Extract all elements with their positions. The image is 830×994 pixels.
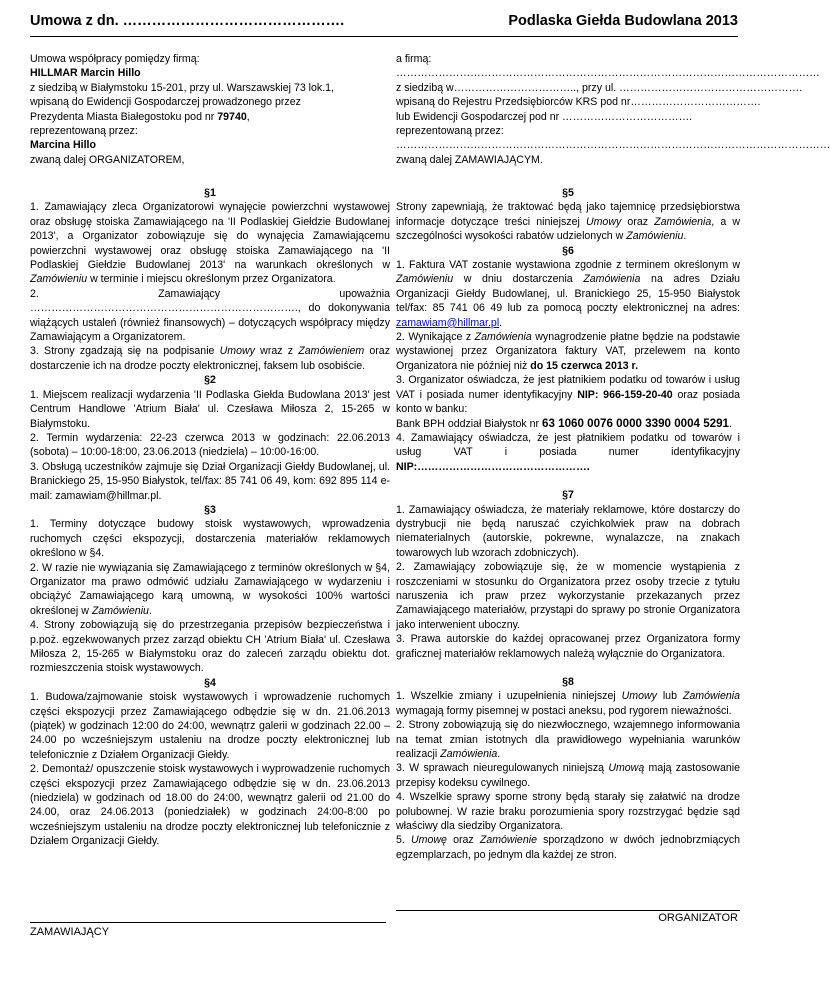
section-8 bbox=[396, 675, 740, 862]
client-person-blank: …………………………………………………………………………………………………………… bbox=[396, 139, 830, 152]
section-3 bbox=[30, 503, 390, 676]
section-7-p3: 3. Prawa autorskie do każdej opracowanej przez Organizatora formy graficznej materiałów reklamowych należą wyłącznie do Organizatora. bbox=[396, 633, 740, 660]
section-7 bbox=[396, 488, 740, 661]
section-3-title: §3 bbox=[204, 503, 216, 516]
organizer-party-block bbox=[30, 52, 390, 167]
party-intro: Umowa współpracy pomiędzy firmą: bbox=[30, 53, 200, 65]
section-7-p1: 1. Zamawiający oświadcza, że materiały reklamowe, które dostarczy do dystrybucji nie będą naruszać czyichkolwiek praw na dobrach niematerialnych (autorskie, pokrewne, wynalazcze, na znakach towarowych lub wzorach zdobniczych). bbox=[396, 503, 740, 559]
header-agreement-date: Umowa z dn. ………………………………………. bbox=[30, 13, 345, 29]
client-designation: zwaną dalej ZAMAWIAJĄCYM. bbox=[396, 153, 543, 166]
section-6-p4: 4. Zamawiający oświadcza, że jest płatnikiem podatku od towarów i usług VAT i posiada numer identyfikacyjny NIP:…………………………………………. bbox=[396, 431, 740, 473]
organizer-registry-number: Prezydenta Miasta Białegostoku pod nr 79740, bbox=[30, 110, 250, 123]
client-name-blank: ………………………………………………………………………………………………………… bbox=[396, 67, 820, 80]
organizer-person: Marcina Hillo bbox=[30, 139, 96, 152]
section-8-p5: 5. Umowę oraz Zamówienie sporządzono w dwóch jednobrzmiących egzemplarzach, po jednym dla każdej ze stron. bbox=[396, 834, 741, 861]
section-5-title: §5 bbox=[562, 187, 574, 199]
section-8-p4: 4. Wszelkie sprawy sporne strony będą starały się załatwić na drodze polubownej. W razie braku porozumienia spory rozstrzygać będzie sąd właściwy dla siedziby Organizatora. bbox=[396, 791, 740, 833]
section-4 bbox=[30, 676, 390, 849]
section-6-p2: 2. Wynikające z Zamówienia wynagrodzenie płatne będzie na podstawie wystawionej przez Organizatora faktury VAT, przelewem na konto Organizatora nie później niż do 15 czerwca 2013 r. bbox=[396, 331, 740, 372]
section-1-p3: 3. Strony zgadzają się na podpisanie Umowy wraz z Zamówieniem oraz dostarczenie ich na drodze poczty elektronicznej, faksem lub osobiście. bbox=[30, 345, 390, 372]
section-4-title: §4 bbox=[204, 676, 216, 689]
section-8-p1: 1. Wszelkie zmiany i uzupełnienia niniejszej Umowy lub Zamówienia wymagają formy pisemnej w postaci aneksu, pod rygorem nieważności. bbox=[396, 690, 740, 717]
organizer-signature-label: ORGANIZATOR bbox=[658, 912, 738, 924]
client-registry-blank: lub Ewidencji Gospodarczej pod nr ………………………………. bbox=[396, 110, 693, 123]
section-6-p3: 3. Organizator oświadcza, że jest płatnikiem podatku od towarów i usług VAT i posiada numer identyfikacyjny NIP: 966-159-20-40 oraz posiada konto w banku: bbox=[396, 374, 740, 416]
organizer-company: HILLMAR Marcin Hillo bbox=[30, 67, 141, 80]
section-2-p2: 2. Termin wydarzenia: 22-23 czerwca 2013 w godzinach: 22.06.2013 (sobota) – 10:00-18:00, 23.06.2013 (niedziela) – 10:00-16:00. bbox=[30, 431, 390, 459]
organizer-represented-by: reprezentowaną przez: bbox=[30, 125, 138, 138]
client-represented-by: reprezentowaną przez: bbox=[396, 125, 504, 138]
organizer-signature-line bbox=[396, 910, 740, 911]
section-2-p3: 3. Obsługą uczestników zajmuje się Dział Organizacji Giełdy Budowlanej, ul. Branickiego 25, 15-950 Białystok, tel/fax: 85 741 06 49, kom: 692 895 114 e-mail: zamawiam@hillmar.pl. bbox=[30, 460, 390, 502]
section-5-p1: Strony zapewniają, że traktować będą jako tajemnicę przedsiębiorstwa informacje dotyczące treści niniejszej Umowy oraz Zamówienia, a w szczególności wysokości rabatów udzielonych w Zamówieniu. bbox=[396, 201, 740, 243]
section-3-p2: 2. W razie nie wywiązania się Zamawiającego z terminów określonych w §4, Organizator ma prawo odmówić udziału Zamawiającego w wydarzeniu i obciążyć Zamawiającego karą umowną, w wysokości 100% wartości określonej w Zamówieniu. bbox=[30, 561, 390, 617]
section-6-bank: Bank BPH oddział Białystok nr 63 1060 0076 0000 3390 0004 5291. bbox=[396, 416, 732, 430]
section-1-p1: 1. Zamawiający zleca Organizatorowi wynajęcie powierzchni wystawowej oraz obsługę stoiska Zamawiającego na 'II Podlaskiej Giełdzie Budowlanej 2013', a Organizator zobowiązuje się do wynajęcia Zamawiającemu powierzchni wystawowej oraz obsługę stoiska Zamawiającego na 'II Podlaskiej Giełdzie Budowlanej 2013' na warunkach określonych w Zamówieniu w terminie i miejscu określonym przez Organizatora. bbox=[30, 201, 390, 286]
section-2 bbox=[30, 373, 390, 503]
organizer-address: z siedzibą w Białymstoku 15-201, przy ul. Warszawskiej 73 lok.1, bbox=[30, 81, 335, 94]
header-event-name: Podlaska Giełda Budowlana 2013 bbox=[508, 13, 738, 29]
client-intro: a firmą: bbox=[396, 53, 432, 65]
section-8-p3: 3. W sprawach nieuregulowanych niniejszą Umową mają zastosowanie przepisy kodeksu cywilnego. bbox=[396, 762, 740, 789]
section-8-p2: 2. Strony zobowiązują się do niezwłocznego, wzajemnego informowania na temat zmian istotnych dla prawidłowego wypełniania warunków realizacji Zamówienia. bbox=[396, 719, 740, 761]
section-7-title: §7 bbox=[562, 489, 574, 502]
section-7-p2: 2. Zamawiający zobowiązuje się, że w momencie wystąpienia z roszczeniami w stosunku do Organizatora przez osoby trzecie z tytułu naruszenia ich praw przez wykorzystanie przekazanych przez Zamawiającego materiałów, przystąpi do sprawy po stronie Organizatora jako interwenient uboczny. bbox=[396, 561, 740, 631]
section-3-p3: 4. Strony zobowiązują się do przestrzegania przepisów bezpieczeństwa i p.poż. egzekwowanych przez zarząd obiektu CH 'Atrium Biała' ul. Czesława Miłosza 2, 15-265 w Białymstoku oraz do zaleceń zarządu obiektu dot. rozmieszczenia stoisk wystawowych. bbox=[30, 619, 390, 675]
section-1-p2: 2. Zamawiający upoważnia …………………………………………………………………., do dokonywania wiążących ustaleń (również finansowych) – dotyczących współpracy między Zamawiającym a Organizatorem. bbox=[30, 287, 390, 344]
section-1-title: §1 bbox=[204, 187, 216, 199]
client-signature-label: ZAMAWIAJĄCY bbox=[30, 926, 110, 938]
section-1 bbox=[30, 186, 390, 373]
email-link[interactable]: zamawiam@hillmar.pl bbox=[396, 316, 500, 329]
page-header bbox=[30, 6, 738, 37]
section-5 bbox=[396, 186, 740, 244]
section-8-title: §8 bbox=[562, 676, 574, 688]
section-4-p1: 1. Budowa/zajmowanie stoisk wystawowych i wprowadzenie ruchomych części ekspozycji przez Zamawiającego odbędzie się w dn. 21.06.2013 (piątek) w godzinach 12:00 do 24:00, wewnątrz galerii w godzinach 22.00 – 24.00 po wcześniejszym ustaleniu na drodze poczty elektronicznej lub telefonicznie z Działem Organizacji Giełdy. bbox=[30, 691, 390, 761]
section-2-p1: 1. Miejscem realizacji wydarzenia 'II Podlaska Giełda Budowlana 2013' jest Centrum Handlowe 'Atrium Biała' ul. Czesława Miłosza 2, 15-265 w Białymstoku. bbox=[30, 388, 390, 430]
section-4-p2: 2. Demontaż/ opuszczenie stoisk wystawowych i wyprowadzenie ruchomych części ekspozycji przez Zamawiającego odbędzie się w dn. 23.06.2013 (niedziela) w godzinach od 18.00 do 24:00, wewnątrz galerii od 21.00 do 24.00, oraz 24.06.2013 (poniedziałek) w godzinach 24:00-8:00 po wcześniejszym ustaleniu na drodze poczty elektronicznej lub telefonicznie z Działem Organizacji Giełdy. bbox=[30, 763, 390, 848]
section-3-p1: 1. Terminy dotyczące budowy stoisk wystawowych, wprowadzenia ruchomych części ekspozycji, dostarczenia materiałów reklamowych określono w §4. bbox=[30, 518, 390, 560]
right-column-sections bbox=[396, 186, 740, 862]
left-column-sections bbox=[30, 186, 390, 849]
client-address-blank: z siedzibą w…………………………….., przy ul. ……………………………………………. bbox=[396, 81, 803, 94]
organizer-designation: zwaną dalej ORGANIZATOREM, bbox=[30, 153, 185, 166]
client-signature-line bbox=[30, 922, 386, 923]
section-6 bbox=[396, 244, 740, 475]
client-krs-blank: wpisaną do Rejestru Przedsiębiorców KRS pod nr………………………………. bbox=[396, 96, 761, 109]
client-party-block bbox=[396, 52, 830, 167]
section-6-title: §6 bbox=[562, 244, 574, 257]
section-6-p1: 1. Faktura VAT zostanie wystawiona zgodnie z terminem określonym w Zamówieniu w dniu dostarczenia Zamówienia na adres Działu Organizacji Giełdy Budowlanej, ul. Branickiego 25, 15-950 Białystok tel/fax: 85 741 06 49 lub za pomocą poczty elektronicznej na adres: zamawiam@hillmar.pl. bbox=[396, 259, 740, 329]
section-2-title: §2 bbox=[204, 374, 216, 387]
organizer-registry: wpisaną do Ewidencji Gospodarczej prowadzonego przez bbox=[30, 96, 301, 109]
